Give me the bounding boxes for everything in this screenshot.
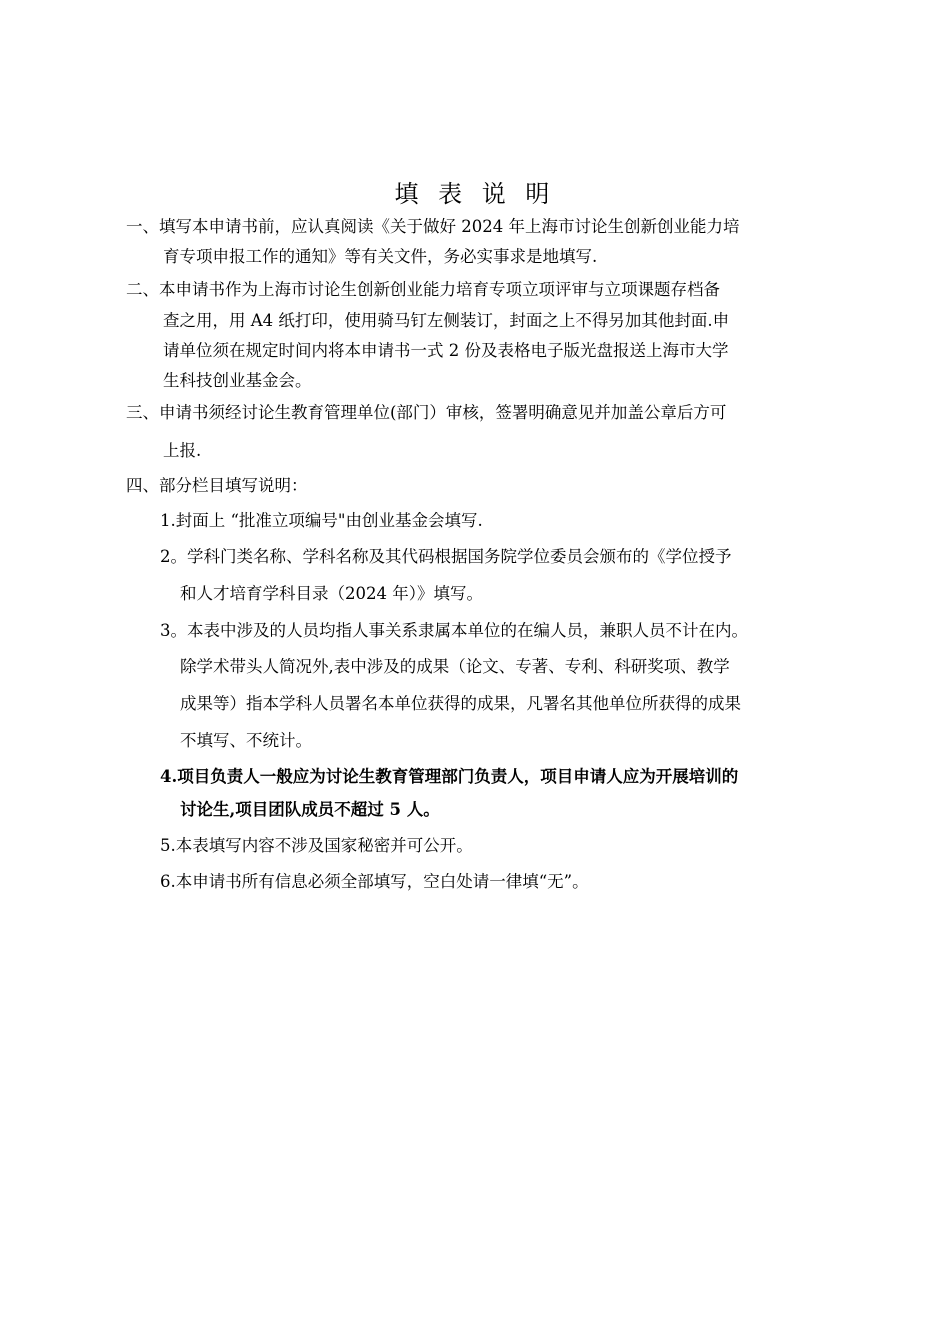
section-2-line-2: 查之用，用 A4 纸打印，使用骑马钉左侧装订，封面之上不得另加其他封面.申 xyxy=(163,311,730,330)
item-2-line-1: 2。学科门类名称、学科名称及其代码根据国务院学位委员会颁布的《学位授予 xyxy=(160,547,732,566)
item-3-line-1: 3。本表中涉及的人员均指人事关系隶属本单位的在编人员，兼职人员不计在内。 xyxy=(160,621,748,640)
item-1-line-1: 1.封面上 “批准立项编号"由创业基金会填写. xyxy=(160,511,483,530)
section-2-line-3: 请单位须在规定时间内将本申请书一式 2 份及表格电子版光盘报送上海市大学 xyxy=(163,341,729,360)
item-2-line-2: 和人才培育学科目录（2024 年）》填写。 xyxy=(180,584,483,603)
section-3-line-2: 上报. xyxy=(163,441,202,460)
section-2-line-1: 二、本申请书作为上海市讨论生创新创业能力培育专项立项评审与立项课题存档备 xyxy=(126,280,720,299)
item-3-line-2: 除学术带头人简况外,表中涉及的成果（论文、专著、专利、科研奖项、教学 xyxy=(180,657,730,676)
section-3-line-1: 三、申请书须经讨论生教育管理单位(部门）审核，签署明确意见并加盖公章后方可 xyxy=(126,403,727,422)
section-1-line-2: 育专项申报工作的通知》等有关文件，务必实事求是地填写. xyxy=(163,247,598,266)
item-6-line-1: 6.本申请书所有信息必须全部填写，空白处请一律填“无”。 xyxy=(160,872,589,891)
item-3-line-3: 成果等）指本学科人员署名本单位获得的成果，凡署名其他单位所获得的成果 xyxy=(180,694,741,713)
item-5-line-1: 5.本表填写内容不涉及国家秘密并可公开。 xyxy=(160,836,473,855)
item-4-line-2: 讨论生,项目团队成员不超过 5 人。 xyxy=(180,800,440,819)
item-4-line-1: 4.项目负责人一般应为讨论生教育管理部门负责人，项目申请人应为开展培训的 xyxy=(160,767,739,786)
item-3-line-4: 不填写、不统计。 xyxy=(180,731,312,750)
section-4-line-1: 四、部分栏目填写说明： xyxy=(126,476,308,495)
section-2-line-4: 生科技创业基金会。 xyxy=(163,371,312,390)
page-title: 填 表 说 明 xyxy=(394,180,556,208)
section-1-line-1: 一、填写本申请书前，应认真阅读《关于做好 2024 年上海市讨论生创新创业能力培 xyxy=(126,217,740,236)
